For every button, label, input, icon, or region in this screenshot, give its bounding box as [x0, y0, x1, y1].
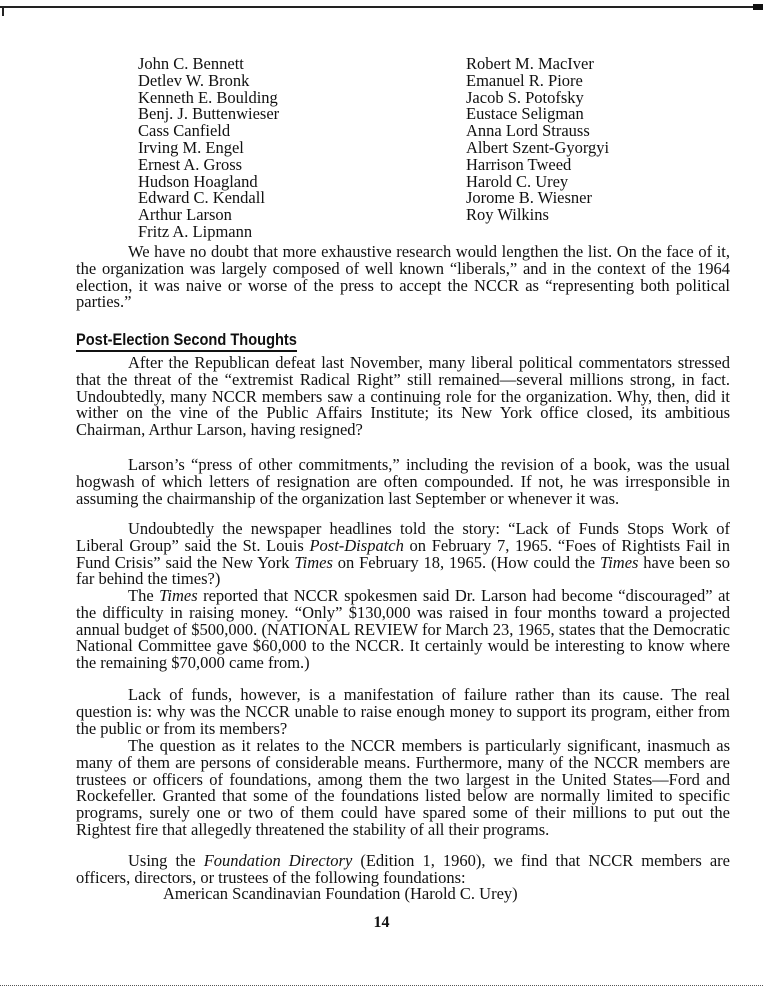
member-name: Jorome B. Wiesner [466, 188, 592, 208]
member-name: Detlev W. Bronk [138, 70, 250, 90]
paragraph-foundations-question: The question as it relates to the NCCR members is particularly significant, inasmuch as many of them are persons of considerable means. Furthermore, many of the NCCR members are trustees or officers of foundations, among them the two largest in the United States—Ford and Rockefeller. Granted that some of the foundations listed below are normally limited to specific programs, surely one or two of them could have spared some of their millions to put out the Rightest fire that allegedly threatened the stability of all their programs. [76, 736, 730, 839]
member-name: Fritz A. Lipmann [138, 221, 253, 241]
top-border-rule [0, 6, 763, 8]
text-run: have been so far behind the times?) [76, 552, 730, 589]
member-name: Cass Canfield [138, 121, 231, 141]
names-right-column [466, 56, 609, 224]
text-run: on February 7, 1965. “Foes of Rightists Fail in Fund Crisis” said the New York [76, 535, 730, 572]
text-run: Using the [128, 851, 204, 870]
bottom-border-rule [0, 985, 763, 986]
member-name: Kenneth E. Boulding [138, 87, 278, 107]
member-name: Robert M. MacIver [466, 54, 594, 73]
member-name: Emanuel R. Piore [466, 70, 583, 90]
publication-title: Times [159, 586, 198, 605]
publication-title: Post-Dispatch [309, 535, 404, 555]
publication-title: Times [599, 552, 639, 572]
paragraph-larson-commitments: Larson’s “press of other commitments,” including the revision of a book, was the usual hogwash of which letters of resignation are often compounded. If not, he was irresponsible in assuming the chairmanship of the organization last September or whenever it was. [76, 455, 730, 508]
text-run: (Edition 1, 1960), we find that NCCR members are officers, directors, or trustees of the following foundations: [76, 851, 730, 887]
foundation-list-item: American Scandinavian Foundation (Harold C. Urey) [163, 884, 518, 903]
member-name: Edward C. Kendall [138, 188, 265, 208]
text-run: reported that NCCR spokesmen said Dr. Larson had become “discouraged” at the difficulty in raising money. “Only” $130,000 was raised in four months toward a projected annual budget of $500,000. (NATIONAL REVIEW for March 23, 1965, states that the Democratic National Committee gave $60,000 to the NCCR. It certainly would be interesting to know where the remaining $70,000 came from.) [76, 586, 730, 673]
text-run: on February 18, 1965. (How could the [332, 552, 600, 572]
top-right-corner-mark [753, 4, 763, 10]
member-name: Harrison Tweed [466, 154, 572, 174]
member-name: Hudson Hoagland [138, 171, 258, 191]
member-name: Roy Wilkins [466, 205, 549, 225]
book-title: Foundation Directory [203, 851, 353, 870]
member-name: Benj. J. Buttenwieser [138, 104, 280, 124]
member-name: Ernest A. Gross [138, 154, 243, 174]
member-name: Anna Lord Strauss [466, 121, 590, 141]
text-run: Undoubtedly the newspaper headlines told the story: “Lack of Funds Stops Work of Liberal Group” said the St. Louis [76, 519, 730, 555]
member-name: Jacob S. Potofsky [466, 87, 584, 107]
top-left-tick-mark [2, 6, 4, 16]
text-run: The [128, 586, 160, 605]
paragraph-times-report [76, 588, 730, 672]
publication-title: Times [294, 552, 333, 572]
member-name: Arthur Larson [138, 205, 232, 225]
paragraph-lack-of-funds: Lack of funds, however, is a manifestation of failure rather than its cause. The real question is: why was the NCCR unable to raise enough money to support its program, either from the public or from its members? [76, 685, 730, 738]
member-name: Irving M. Engel [138, 137, 244, 157]
member-name: Albert Szent-Gyorgyi [466, 137, 610, 157]
names-left-column [138, 56, 279, 241]
paragraph-republican-defeat: After the Republican defeat last November, many liberal political commentators stressed that the threat of the “extremist Radical Right” still remained—several millions strong, in fact. Undoubtedly, many NCCR members saw a continuing role for the organization. Why, then, did it wither on the vine of the Public Affairs Institute; its New York office closed, its ambitious Chairman, Arthur Larson, having resigned? [76, 353, 730, 440]
member-name: Harold C. Urey [466, 171, 569, 191]
paragraph-newspaper-headlines [76, 521, 730, 588]
member-name: Eustace Seligman [466, 104, 584, 124]
page-number: 14 [373, 914, 390, 931]
intro-paragraph: We have no doubt that more exhaustive research would lengthen the list. On the face of it, the organization was largely composed of well known “liberals,” and in the context of the 1964 election, it was naive or worse of the press to accept the NCCR as “representing both political parties.” [76, 242, 730, 312]
paragraph-foundation-directory [76, 853, 730, 887]
member-name: John C. Bennett [138, 54, 244, 73]
section-heading: Post-Election Second Thoughts [76, 330, 297, 352]
